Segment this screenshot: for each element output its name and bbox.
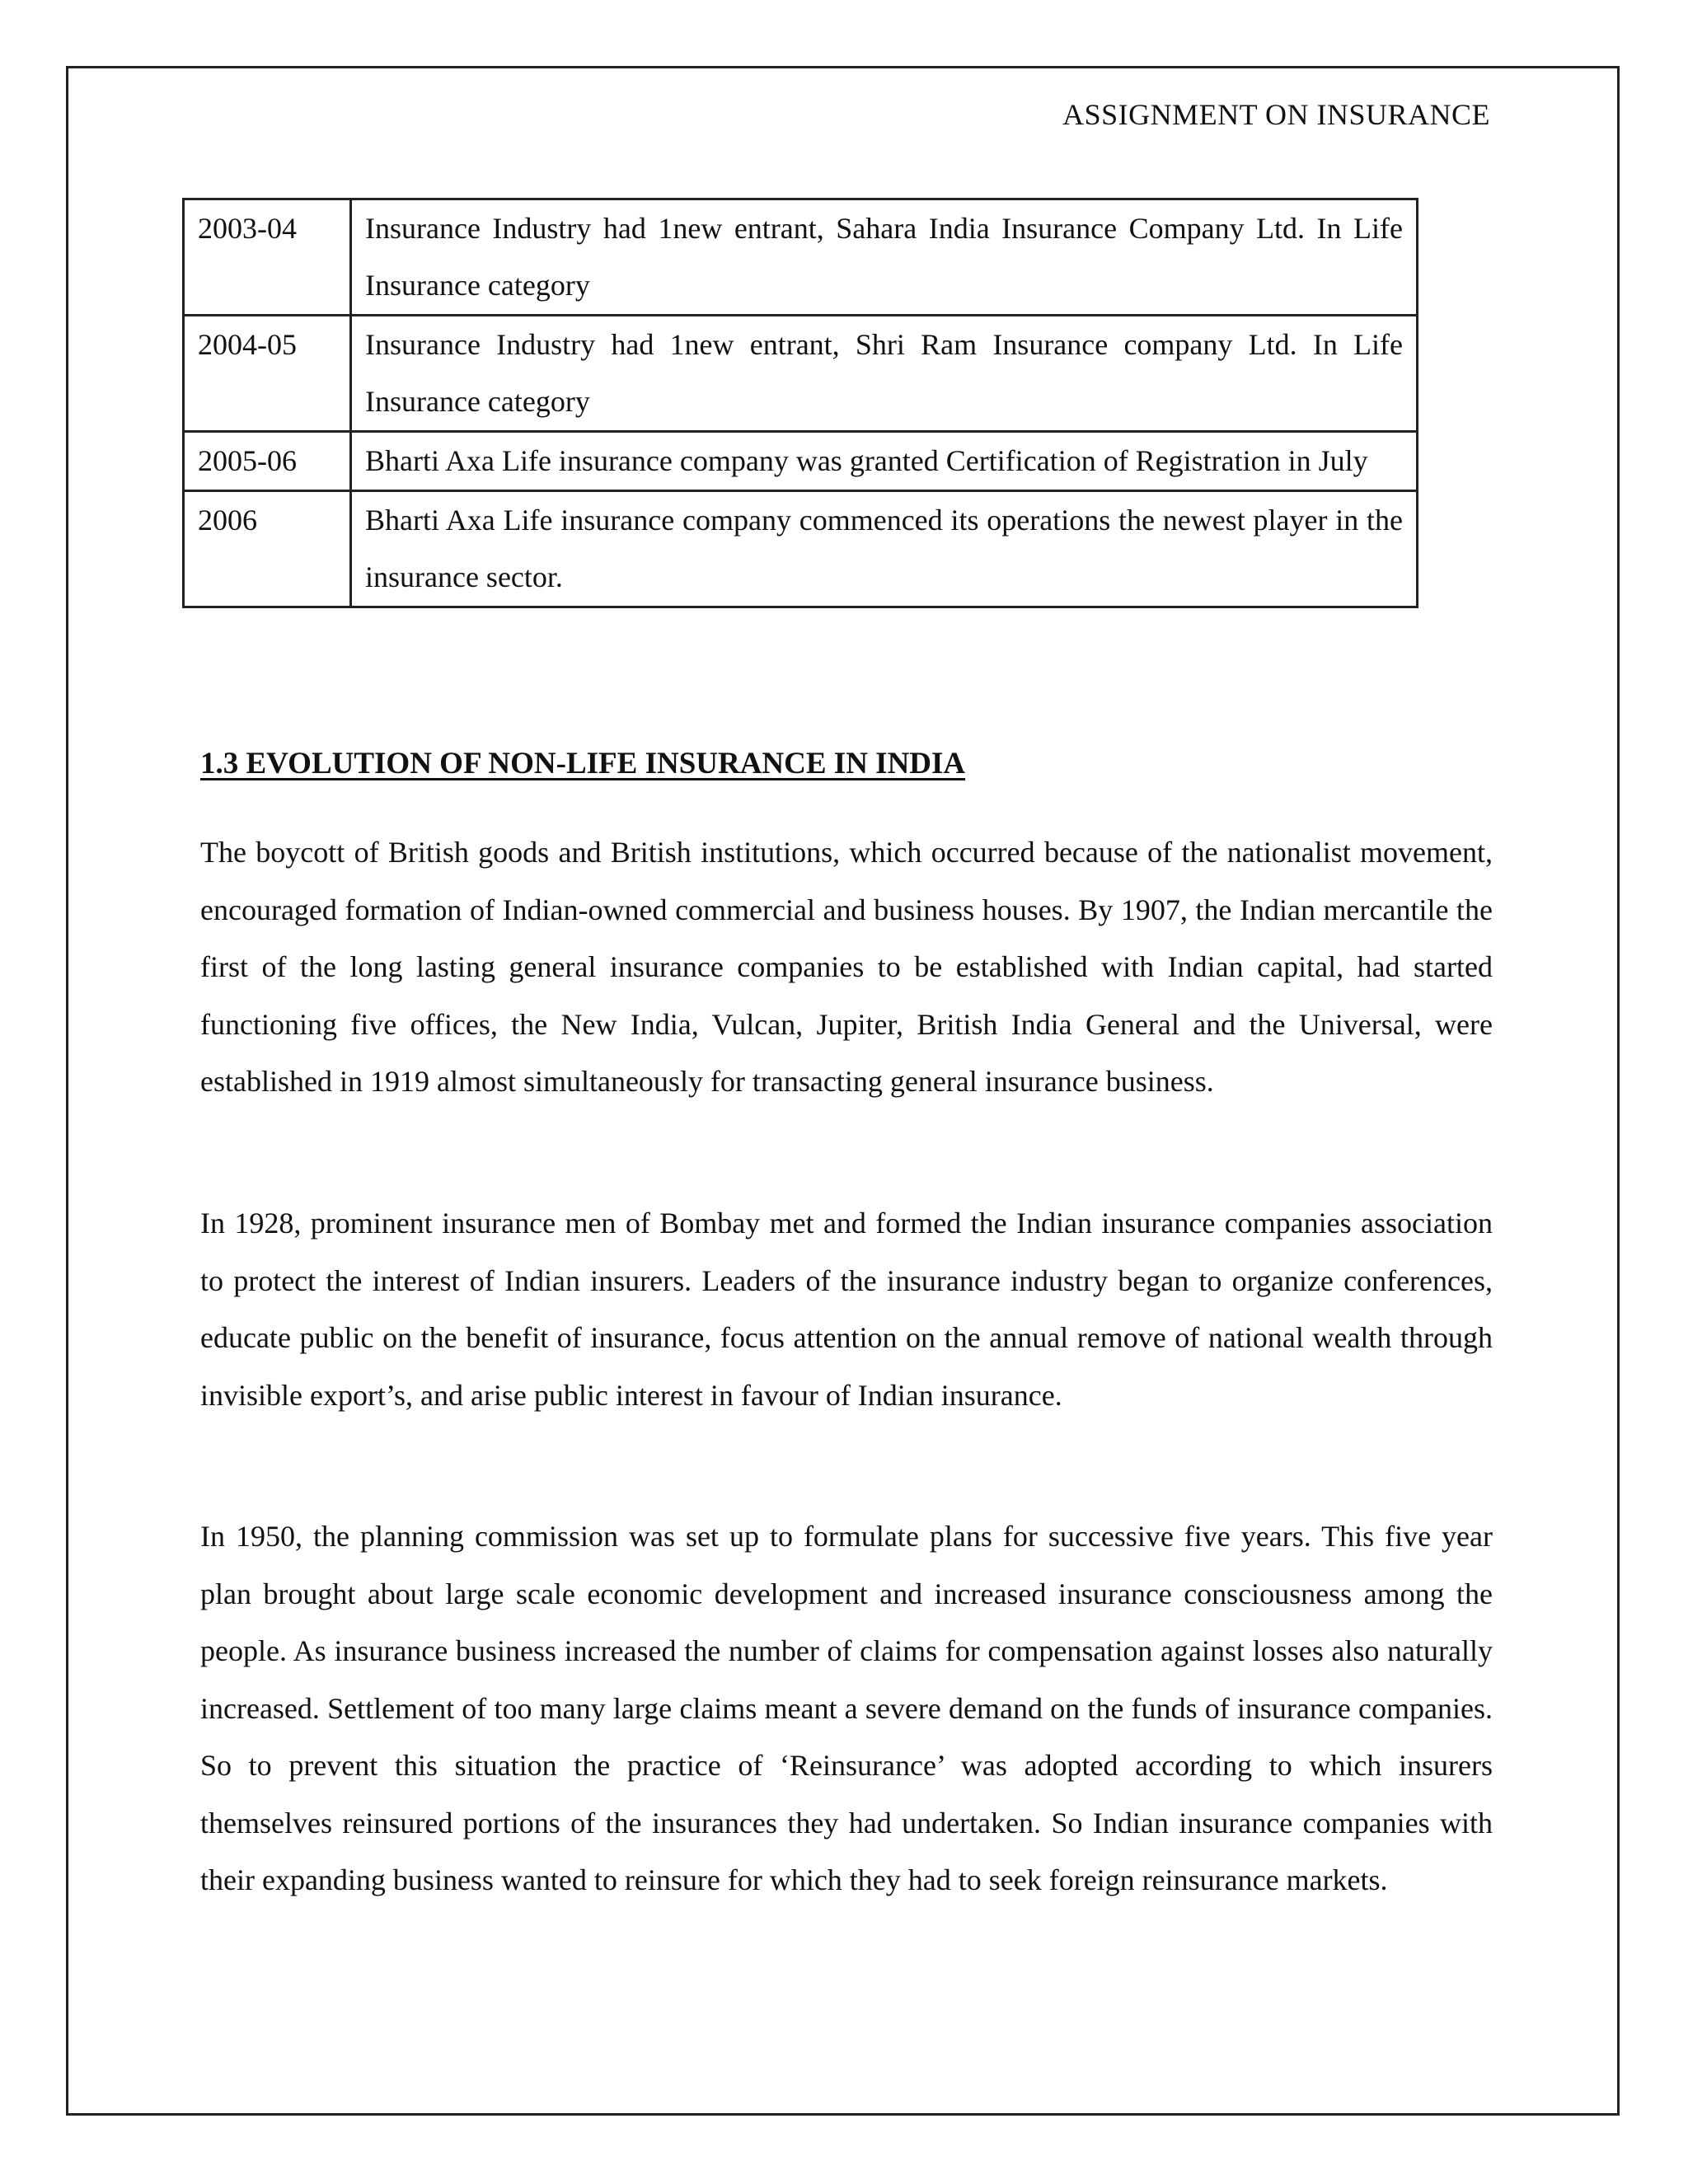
event-cell: Insurance Industry had 1new entrant, Shri Ram Insurance company Ltd. In Life Insurance category (351, 316, 1418, 432)
event-cell: Bharti Axa Life insurance company was granted Certification of Registration in July (351, 432, 1418, 491)
year-cell: 2003-04 (184, 199, 351, 316)
page-header: ASSIGNMENT ON INSURANCE (1062, 98, 1490, 131)
event-cell: Bharti Axa Life insurance company commenced its operations the newest player in the insurance sector. (351, 491, 1418, 607)
event-cell: Insurance Industry had 1new entrant, Sahara India Insurance Company Ltd. In Life Insurance category (351, 199, 1418, 316)
year-cell: 2005-06 (184, 432, 351, 491)
timeline-table (182, 198, 1418, 608)
year-cell: 2006 (184, 491, 351, 607)
table-row (184, 316, 1418, 432)
year-cell: 2004-05 (184, 316, 351, 432)
paragraph-text: In 1950, the planning commission was set up to formulate plans for successive five years. This five year plan brought about large scale economic development and increased insurance consciousness among the people. As insurance business increased the number of claims for compensation against losses also naturally increased. Settlement of too many large claims meant a severe demand on the funds of insurance companies. So to prevent this situation the practice of ‘Reinsurance’ was adopted according to which insurers themselves reinsured portions of the insurances they had undertaken. So Indian insurance companies with their expanding business wanted to reinsure for which they had to seek foreign reinsurance markets. (200, 1520, 1493, 1896)
table-row (184, 491, 1418, 607)
table-row (184, 432, 1418, 491)
paragraph (200, 1195, 1493, 1424)
table-row (184, 199, 1418, 316)
paragraph-text: In 1928, prominent insurance men of Bombay met and formed the Indian insurance companies association to protect the interest of Indian insurers. Leaders of the insurance industry began to organize conferences, educate public on the benefit of insurance, focus attention on the annual remove of national wealth through invisible export’s, and arise public interest in favour of Indian insurance. (200, 1207, 1493, 1412)
section-heading: 1.3 EVOLUTION OF NON-LIFE INSURANCE IN INDIA (200, 747, 966, 780)
paragraph (200, 824, 1493, 1111)
paragraph (200, 1508, 1493, 1910)
paragraph-text: The boycott of British goods and British institutions, which occurred because of the nationalist movement, encouraged formation of Indian-owned commercial and business houses. By 1907, the Indian mercantile the first of the long lasting general insurance companies to be established with Indian capital, had started functioning five offices, the New India, Vulcan, Jupiter, British India General and the Universal, were established in 1919 almost simultaneously for transacting general insurance business. (200, 836, 1493, 1098)
